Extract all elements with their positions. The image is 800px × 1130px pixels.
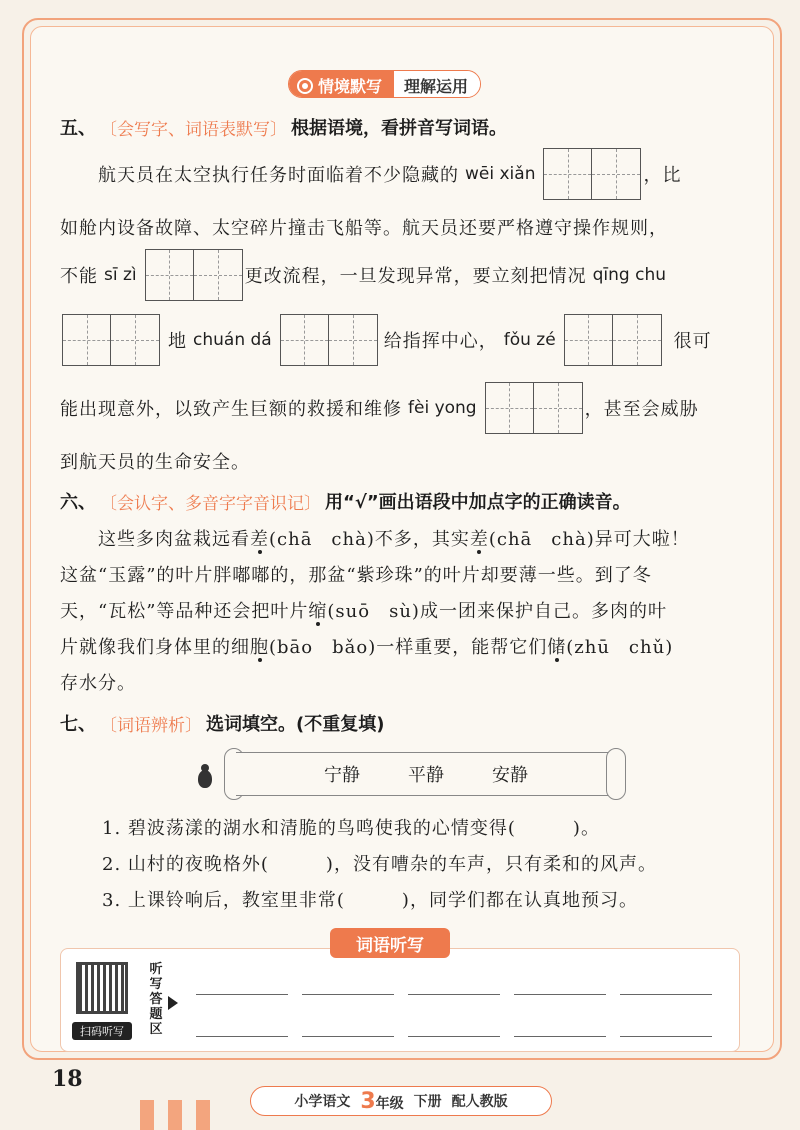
answer-grid-weixian[interactable] <box>543 148 641 200</box>
pill-primary-label: 情境默写 <box>318 77 383 96</box>
decorative-stripes <box>140 1100 230 1130</box>
footer-badge <box>250 1086 552 1116</box>
pill-secondary-label: 理解运用 <box>394 71 480 97</box>
pinyin-label: fèi yong <box>408 398 477 418</box>
s6-text: 这些多肉盆栽远看 <box>98 529 250 550</box>
s5-text: 如舱内设备故障、太空碎片撞击飞船等。航天员还要严格遵守操作规则， <box>60 218 668 239</box>
s5-text: 不能 <box>60 266 98 287</box>
pinyin-choice[interactable]: (suō sù)成一团来保护自己。多肉的叶 <box>327 601 667 622</box>
answer-grid-qingchu[interactable] <box>62 314 160 366</box>
word-option: 平静 <box>408 765 444 786</box>
s5-text: 很可 <box>673 331 712 352</box>
word-bank-scroll <box>236 752 616 796</box>
section6-instruction: 用“√”画出语段中加点字的正确读音。 <box>325 492 631 513</box>
s6-line-3 <box>60 594 667 630</box>
s5-line-6 <box>60 448 250 474</box>
footer-grade-number: 3 <box>360 1088 376 1114</box>
pinyin-choice[interactable]: (chā chà)不多，其实 <box>269 529 470 550</box>
dictation-line[interactable] <box>196 1036 288 1037</box>
section5-instruction: 根据语境，看拼音写词语。 <box>291 118 507 139</box>
s6-text: 这盆“玉露”的叶片胖嘟嘟的，那盆“紫珍珠”的叶片却要薄一些。到了冬 <box>60 565 652 586</box>
scroll-right-end <box>606 748 626 800</box>
s5-text: 航天员在太空执行任务时面临着不少隐藏的 <box>98 165 459 186</box>
pinyin-label: sī zì <box>104 265 137 285</box>
dictation-line[interactable] <box>514 994 606 995</box>
s5-line-3 <box>60 249 672 301</box>
dictation-line[interactable] <box>408 994 500 995</box>
dotted-char: 胞 <box>250 637 269 658</box>
pinyin-choice[interactable]: (bāo bǎo)一样重要，能帮它们 <box>269 637 548 658</box>
arrow-right-icon <box>168 996 178 1010</box>
pinyin-label: chuán dá <box>193 330 272 350</box>
answer-grid-fouze[interactable] <box>564 314 662 366</box>
dictation-line[interactable] <box>196 994 288 995</box>
answer-grid-chuanda[interactable] <box>280 314 378 366</box>
section-header-pill <box>288 70 481 98</box>
s6-line-4 <box>60 630 673 666</box>
section5-tag: 〔 会写字、词语表默写 〕 <box>100 115 287 140</box>
dictation-line[interactable] <box>408 1036 500 1037</box>
s5-text: 地 <box>168 331 187 352</box>
pinyin-label: wēi xiǎn <box>465 164 536 184</box>
dictation-line[interactable] <box>620 1036 712 1037</box>
dotted-char: 缩 <box>308 601 328 622</box>
s5-text: 更改流程，一旦发现异常，要立刻把情况 <box>244 266 587 287</box>
pinyin-label: fǒu zé <box>503 330 556 350</box>
s6-text: 天，“瓦松”等品种还会把叶片 <box>60 601 309 622</box>
footer-grade: 年级 <box>375 1095 404 1112</box>
dotted-char: 差 <box>250 529 269 550</box>
pill-primary <box>289 71 394 97</box>
s5-text: 能出现意外，以致产生巨额的救援和维修 <box>60 399 402 420</box>
target-icon <box>297 78 313 94</box>
pinyin-choice[interactable]: (zhū chǔ) <box>566 637 674 658</box>
section7-title <box>60 710 384 736</box>
answer-grid-feiyong[interactable] <box>485 382 583 434</box>
pinyin-choice[interactable]: (chā chà)异可大啦！ <box>488 529 690 550</box>
section6-title <box>60 488 631 514</box>
qr-label: 扫码听写 <box>72 1022 132 1040</box>
s5-line-5 <box>60 382 699 434</box>
s5-text: 到航天员的生命安全。 <box>60 452 250 473</box>
question-2[interactable]: 2. 山村的夜晚格外( )，没有嘈杂的车声，只有柔和的风声。 <box>102 854 657 875</box>
dotted-char: 差 <box>469 529 489 550</box>
footer-subject: 小学语文 <box>294 1094 351 1110</box>
footer-edition: 配人教版 <box>451 1094 508 1110</box>
s6-line-2 <box>60 558 652 594</box>
s5-line-4 <box>60 314 712 366</box>
question-3[interactable]: 3. 上课铃响后，教室里非常( )，同学们都在认真地预习。 <box>102 890 638 911</box>
s6-line-5 <box>60 666 136 702</box>
s6-line-1 <box>98 522 690 558</box>
dictation-line[interactable] <box>302 1036 394 1037</box>
beetle-icon <box>198 770 212 788</box>
section5-title <box>60 114 507 140</box>
section5-number: 五、 <box>60 118 96 139</box>
section7-number: 七、 <box>60 714 96 735</box>
question-1[interactable]: 1. 碧波荡漾的湖水和清脆的鸟鸣使我的心情变得( )。 <box>102 818 600 839</box>
s5-text: ，甚至会威胁 <box>584 399 699 420</box>
dictation-line[interactable] <box>620 994 712 995</box>
section7-tag: 〔 词语辨析 〕 <box>100 711 202 736</box>
pinyin-label: qīng chu <box>592 265 667 285</box>
footer-term: 下册 <box>413 1094 442 1110</box>
page-number: 18 <box>52 1066 83 1092</box>
s5-line-1 <box>98 148 681 200</box>
dictation-line[interactable] <box>302 994 394 995</box>
answer-grid-sizi[interactable] <box>145 249 243 301</box>
s5-line-2 <box>60 214 668 240</box>
dictation-side-label: 听写答题区 <box>149 962 163 1037</box>
word-option: 安静 <box>492 765 528 786</box>
s6-text: 存水分。 <box>60 673 136 694</box>
dotted-char: 储 <box>547 637 567 658</box>
section6-number: 六、 <box>60 492 96 513</box>
qr-code-icon[interactable] <box>76 962 128 1014</box>
dictation-title: 词语听写 <box>330 928 450 958</box>
section6-tag: 〔 会认字、多音字字音识记 〕 <box>100 489 321 514</box>
s5-text: ，比 <box>643 165 682 186</box>
s5-text: 给指挥中心， <box>383 331 498 352</box>
section7-instruction: 选词填空。(不重复填) <box>206 714 385 735</box>
dictation-line[interactable] <box>514 1036 606 1037</box>
s6-text: 片就像我们身体里的细 <box>60 637 250 658</box>
word-option: 宁静 <box>324 765 360 786</box>
